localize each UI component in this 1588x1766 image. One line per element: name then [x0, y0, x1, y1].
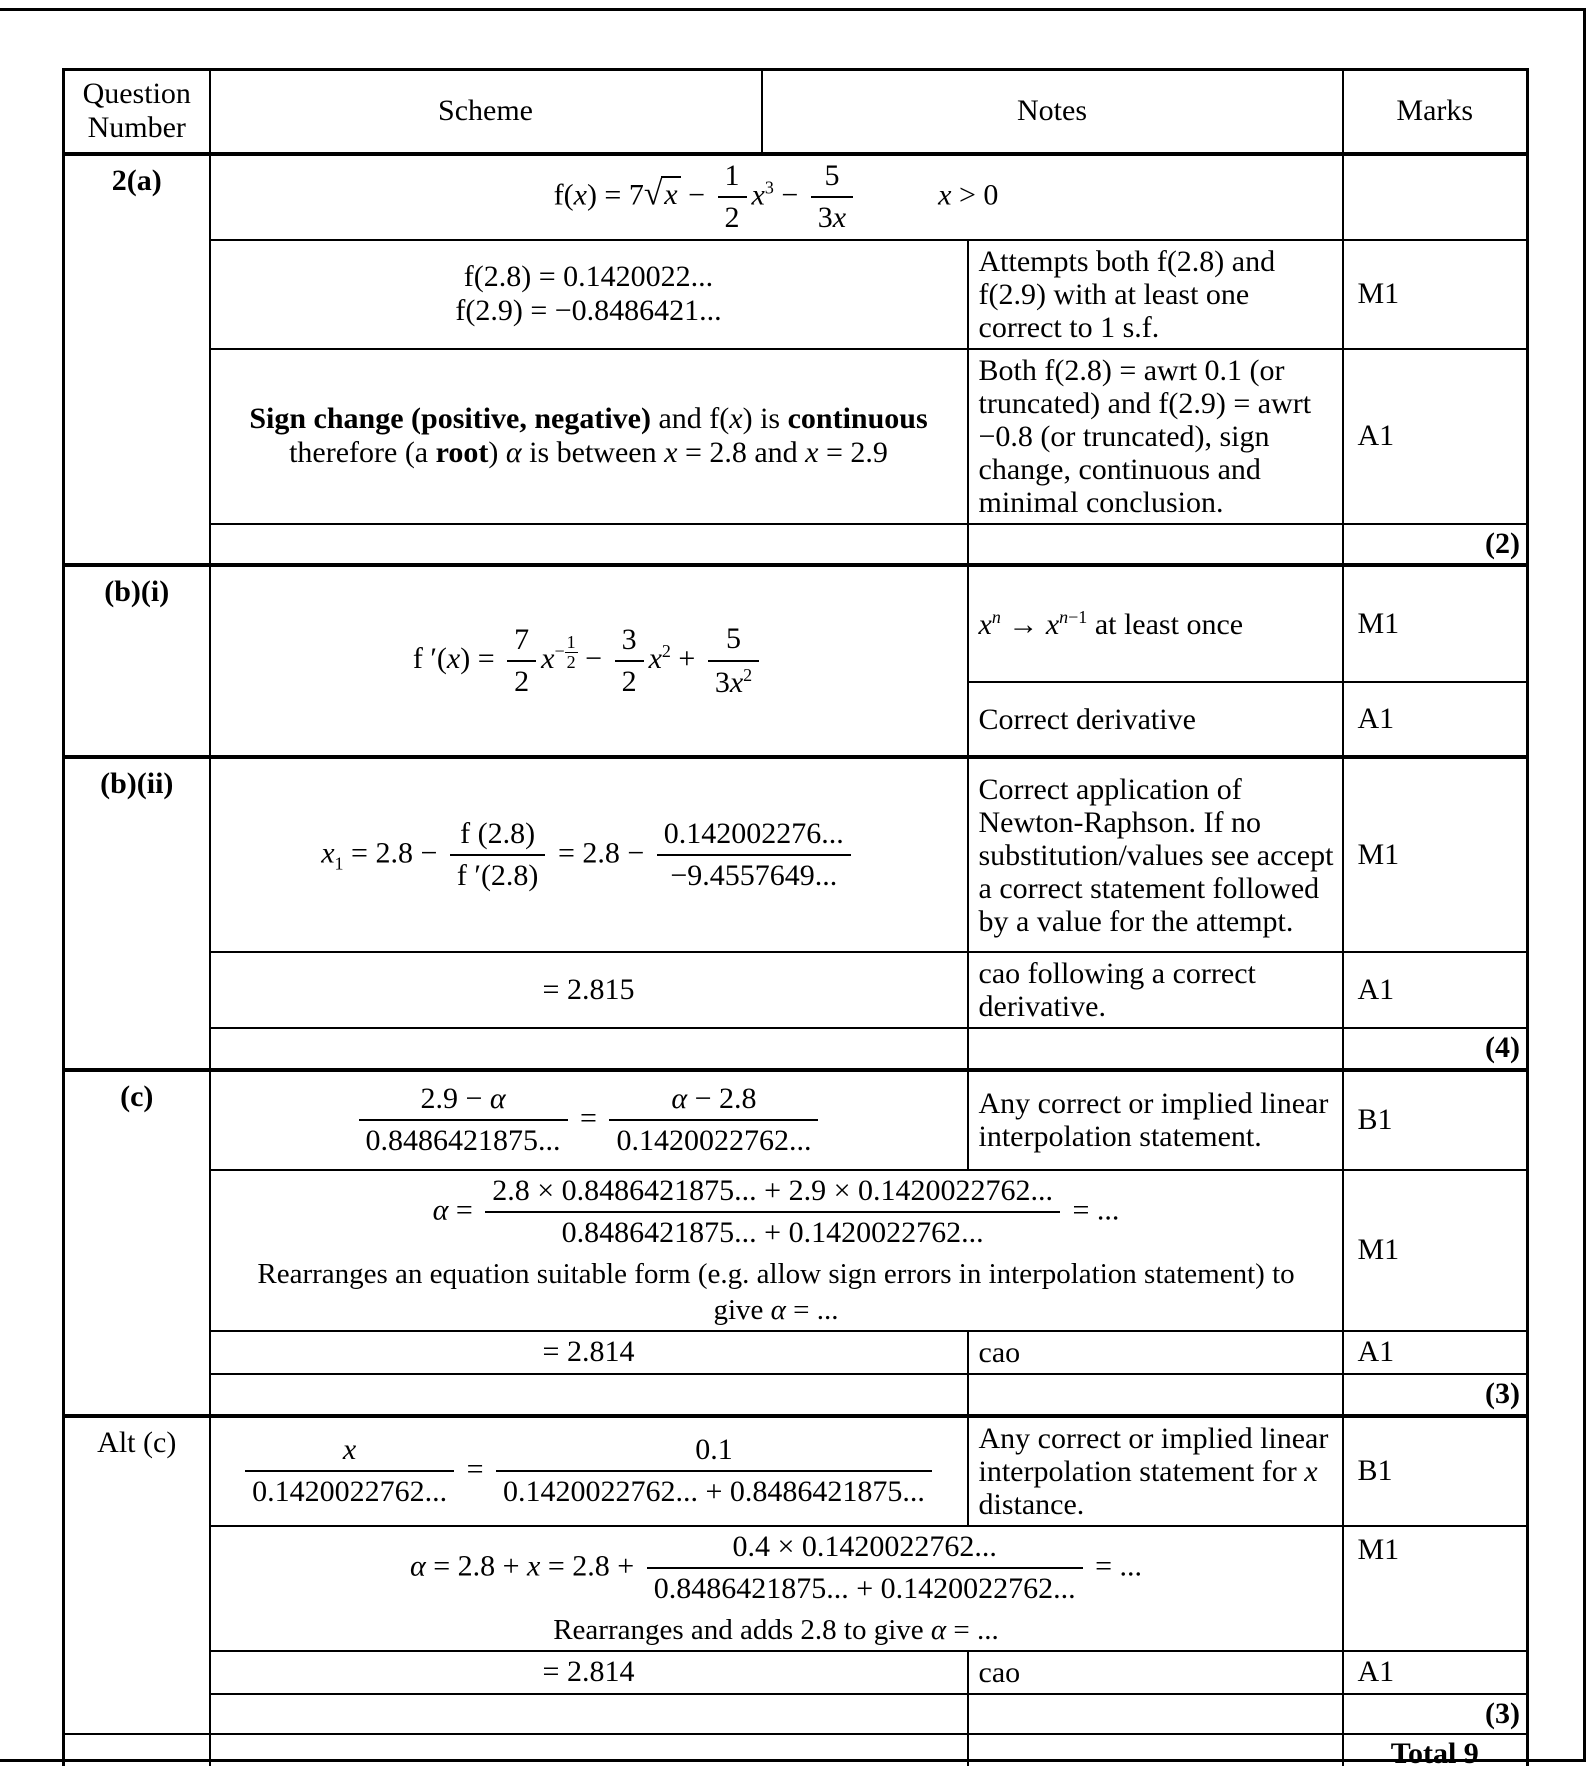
- marks-cell-altc-a1: A1: [1343, 1651, 1528, 1694]
- header-row: [64, 70, 1528, 154]
- marks-tally-bii: (4): [1343, 1028, 1528, 1070]
- scheme-cell-bi: f ′(x) = $\frac{7}{2}$ $x^{- \frac{1}{2}}$ − $\frac{3}{2}$ $x^2$ + $\frac{5}{3x^2}$: [210, 565, 968, 757]
- scheme-cell-c-b1: $\frac{2.9 - \alpha}{0.8486421875...}$ = $\frac{\alpha - 2.8}{0.1420022762...}$: [210, 1070, 968, 1170]
- scheme-cell-2a-m1: f(2.8) = 0.1420022... f(2.9) = −0.8486421...: [210, 240, 968, 349]
- header-scheme: Scheme: [210, 70, 762, 154]
- row-altc-m1: [64, 1526, 1528, 1651]
- scheme-cell-bii-tally: [210, 1028, 968, 1070]
- marks-tally-altc: (3): [1343, 1694, 1528, 1735]
- scheme-cell-bii-a1: = 2.815: [210, 952, 968, 1028]
- notes-cell-bii-m1: Correct application of Newton-Raphson. If no substitution/values see accept a correct statement followed by a value for the attempt.: [968, 757, 1343, 952]
- row-c-b1: [64, 1070, 1528, 1170]
- mark-scheme-table: [62, 68, 1529, 1766]
- question-number-c: (c): [64, 1070, 210, 1416]
- row-2a-a1: [64, 349, 1528, 524]
- scheme-cell-altc-tally: [210, 1694, 968, 1735]
- notes-cell-altc-a1: cao: [968, 1651, 1343, 1694]
- marks-cell-2a-formula: [1343, 154, 1528, 240]
- scheme-cell-altc-b1: $\frac{x}{0.1420022762...}$ = $\frac{0.1}{0.1420022762... + 0.8486421875...}$: [210, 1416, 968, 1526]
- notes-cell-2a-m1: Attempts both f(2.8) and f(2.9) with at least one correct to 1 s.f.: [968, 240, 1343, 349]
- marks-tally-c: (3): [1343, 1374, 1528, 1416]
- marks-cell-bi-m1: M1: [1343, 565, 1528, 682]
- header-notes: Notes: [762, 70, 1343, 154]
- marks-cell-c-b1: B1: [1343, 1070, 1528, 1170]
- marks-cell-c-a1: A1: [1343, 1331, 1528, 1374]
- notes-cell-bi-a1: Correct derivative: [968, 682, 1343, 757]
- notes-cell-c-b1: Any correct or implied linear interpolation statement.: [968, 1070, 1343, 1170]
- question-number-total: [64, 1734, 210, 1766]
- notes-cell-2a-tally: [968, 524, 1343, 566]
- marks-cell-c-m1: M1: [1343, 1170, 1528, 1332]
- notes-cell-bii-tally: [968, 1028, 1343, 1070]
- notes-cell-c-a1: cao: [968, 1331, 1343, 1374]
- notes-cell-bii-a1: cao following a correct derivative.: [968, 952, 1343, 1028]
- marks-cell-2a-a1: A1: [1343, 349, 1528, 524]
- notes-cell-altc-tally: [968, 1694, 1343, 1735]
- marks-total: Total 9: [1343, 1734, 1528, 1766]
- question-number-bii: (b)(ii): [64, 757, 210, 1070]
- row-bii-tally: [64, 1028, 1528, 1070]
- marks-cell-bi-a1: A1: [1343, 682, 1528, 757]
- question-number-2a: 2(a): [64, 154, 210, 566]
- scheme-cell-c-tally: [210, 1374, 968, 1416]
- row-2a-tally: [64, 524, 1528, 566]
- marks-cell-bii-m1: M1: [1343, 757, 1528, 952]
- row-c-a1: [64, 1331, 1528, 1374]
- scheme-cell-total: [210, 1734, 968, 1766]
- row-c-m1: [64, 1170, 1528, 1332]
- row-bi-m1: [64, 565, 1528, 682]
- scheme-cell-altc-a1: = 2.814: [210, 1651, 968, 1694]
- notes-cell-2a-a1: Both f(2.8) = awrt 0.1 (or truncated) and f(2.9) = awrt −0.8 (or truncated), sign change, continuous and minimal conclusion.: [968, 349, 1343, 524]
- row-total: [64, 1734, 1528, 1766]
- row-2a-formula: [64, 154, 1528, 240]
- scheme-cell-c-m1: α = $\frac{2.8 \times 0.8486421875... + 2.9 \times 0.1420022762...}{0.8486421875... + 0.1420022762...}$ = ... Rearranges an equation suitable form (e.g. allow sign errors in interpolation statement) to give α = ...: [210, 1170, 1343, 1332]
- question-number-altc: Alt (c): [64, 1416, 210, 1735]
- marks-cell-altc-m1: M1: [1343, 1526, 1528, 1651]
- marks-tally-2a: (2): [1343, 524, 1528, 566]
- scheme-cell-c-a1: = 2.814: [210, 1331, 968, 1374]
- marks-cell-2a-m1: M1: [1343, 240, 1528, 349]
- question-number-bi: (b)(i): [64, 565, 210, 757]
- row-bii-m1: [64, 757, 1528, 952]
- marks-cell-altc-b1: B1: [1343, 1416, 1528, 1526]
- scheme-cell-altc-m1: α = 2.8 + x = 2.8 + $\frac{0.4 \times 0.1420022762...}{0.8486421875... + 0.1420022762...}$ = ... Rearranges and adds 2.8 to give α = ...: [210, 1526, 1343, 1651]
- scheme-cell-bii-m1: $x_1 = 2.8$ − $\frac{f (2.8)}{f '(2.8)}$ = 2.8 − $\frac{0.142002276...}{-9.4557649...}$: [210, 757, 968, 952]
- notes-cell-bi-m1: $x^n \to x^{n-1}$ at least once: [968, 565, 1343, 682]
- header-marks: Marks: [1343, 70, 1528, 154]
- row-c-tally: [64, 1374, 1528, 1416]
- row-bii-a1: [64, 952, 1528, 1028]
- scheme-cell-2a-a1: Sign change (positive, negative) and f(x) is continuous therefore (a root) α is between x = 2.8 and x = 2.9: [210, 349, 968, 524]
- notes-cell-altc-b1: Any correct or implied linear interpolation statement for x distance.: [968, 1416, 1343, 1526]
- header-question-number: Question Number: [64, 70, 210, 154]
- notes-cell-total: [968, 1734, 1343, 1766]
- marks-cell-bii-a1: A1: [1343, 952, 1528, 1028]
- scheme-cell-2a-formula: f(x) = 7√x − $\frac{1}{2}$ $x^3$ − $\frac{5}{3x}$ x > 0: [210, 154, 1343, 240]
- row-2a-m1: [64, 240, 1528, 349]
- row-altc-a1: [64, 1651, 1528, 1694]
- scheme-cell-2a-tally: [210, 524, 968, 566]
- notes-cell-c-tally: [968, 1374, 1343, 1416]
- row-altc-tally: [64, 1694, 1528, 1735]
- row-altc-b1: [64, 1416, 1528, 1526]
